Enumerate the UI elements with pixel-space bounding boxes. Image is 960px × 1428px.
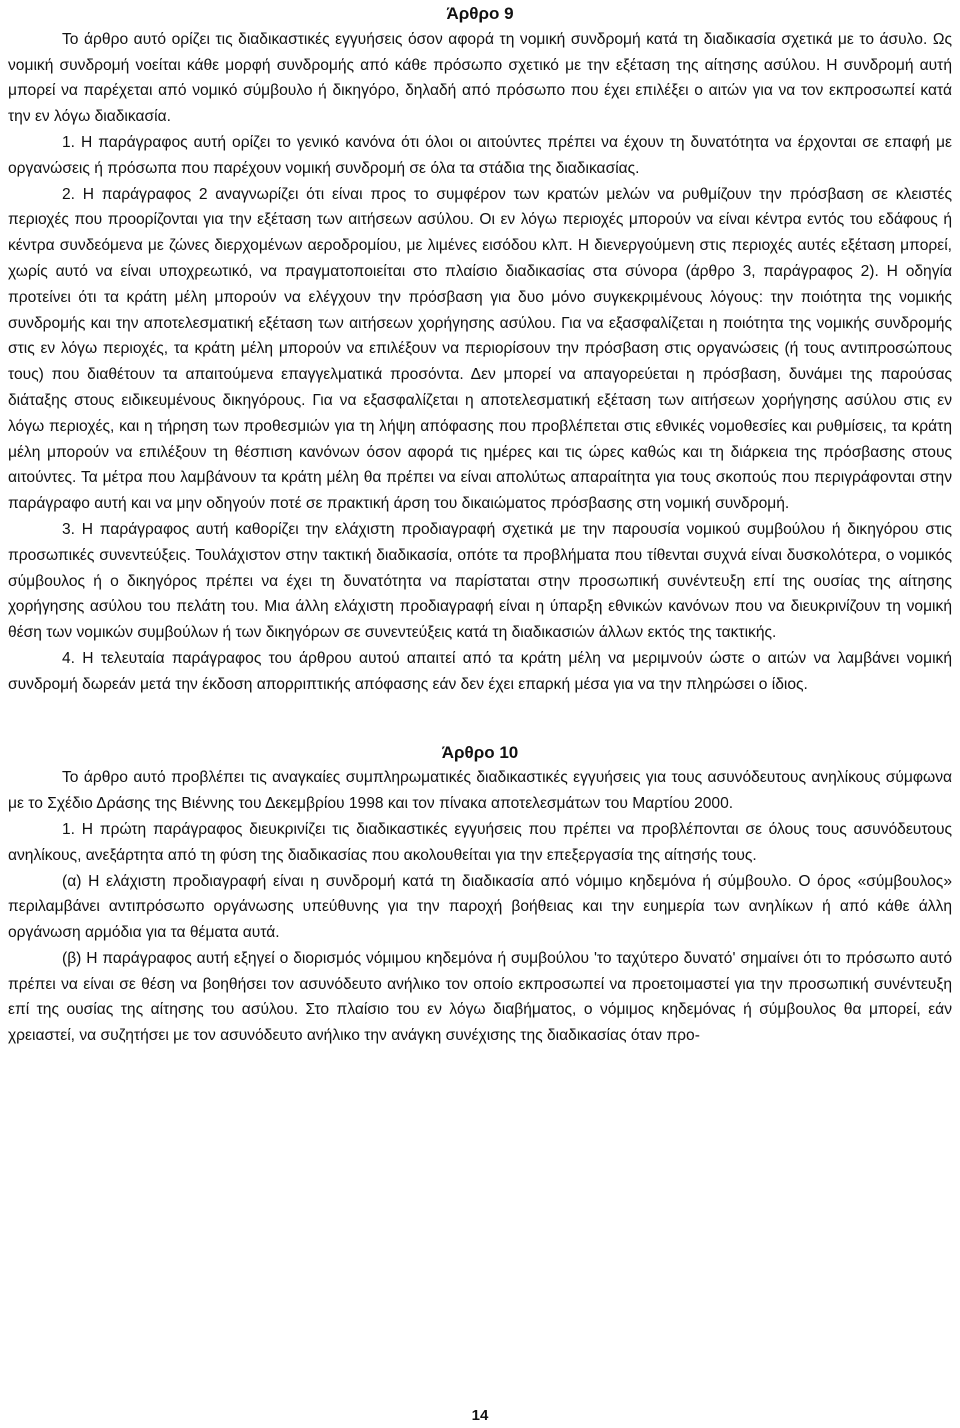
article-9-paragraph-3: 3. Η παράγραφος αυτή καθορίζει την ελάχιστη προδιαγραφή σχετικά με την παρουσία νομικού συμβούλου ή δικηγόρου στις προσωπικές συνεντεύξεις. Τουλάχιστον στην τακτική διαδικασία, οπότε τα προβλήματα που τίθενται συχνά είναι δυσκολότερα, ο νομικός σύμβουλος ή ο δικηγόρος πρέπει να έχει τη δυνατότητα να παρίσταται στην προσωπική συνέντευξη επί της ουσίας της αίτησης χορήγησης ασύλου του πελάτη του. Μια άλλη ελάχιστη προδιαγραφή είναι η ύπαρξη εθνικών κανόνων που να διευκρινίζουν τη νομική θέση των νομικών συμβούλων ή των δικηγόρων σε συνεντεύξεις κατά τη διαδικασιών άλλων εκτός της τακτικής.: [8, 520, 952, 642]
article-9-paragraph-1: 1. Η παράγραφος αυτή ορίζει το γενικό κανόνα ότι όλοι οι αιτούντες πρέπει να έχουν τη δυνατότητα να έρχονται σε επαφή με οργανώσεις ή πρόσωπα που παρέχουν νομική συνδρομή σε όλα τα στάδια της διαδικασίας.: [8, 133, 952, 177]
article-9-intro-paragraph: Το άρθρο αυτό ορίζει τις διαδικαστικές εγγυήσεις όσον αφορά τη νομική συνδρομή κατά τη διαδικασία σχετικά με το άσυλο. Ως νομική συνδρομή νοείται κάθε μορφή συνδρομής από κάθε πρόσωπο σχετικό με την εξέταση της αίτησης ασύλου. Η συνδρομή αυτή μπορεί να παρέχεται από νομικό σύμβουλο ή δικηγόρο, δηλαδή από πρόσωπο που έχει επιλέξει ο αιτών για να τον εκπροσωπεί κατά την εν λόγω διαδικασία.: [8, 30, 952, 126]
article-9-paragraph-4: 4. Η τελευταία παράγραφος του άρθρου αυτού απαιτεί από τα κράτη μέλη να μεριμνούν ώστε ο αιτών να λαμβάνει νομική συνδρομή δωρεάν μετά την έκδοση απορριπτικής απόφασης εάν δεν έχει επαρκή μέσα για να την πληρώσει ο ίδιος.: [8, 649, 952, 693]
article-10: [8, 740, 952, 1050]
article-10-paragraph-b: (β) Η παράγραφος αυτή εξηγεί ο διορισμός νόμιμου κηδεμόνα ή συμβούλου 'το ταχύτερο δυνατό' σημαίνει ότι το πρόσωπο αυτό πρέπει να είναι σε θέση να βοηθήσει τον ασυνόδευτο ανήλικο τον οποίο εκπροσωπεί να προετοιμαστεί για την προσωπική συνέντευξη επί της ουσίας της αίτησης του ασύλου. Στο πλαίσιο του εν λόγω διαβήματος, ο νόμιμος κηδεμόνας ή σύμβουλος θα μπορεί, εάν χρειαστεί, να συζητήσει με τον ασυνόδευτο ανήλικο την ανάγκη συνέχισης της διαδικασίας όταν προ-: [8, 949, 952, 1045]
article-10-paragraph-a: (α) Η ελάχιστη προδιαγραφή είναι η συνδρομή κατά τη διαδικασία από νόμιμο κηδεμόνα ή σύμβουλο. Ο όρος «σύμβουλος» περιλαμβάνει αντιπρόσωπο οργάνωσης υπεύθυνης για την παροχή βοήθειας και την ευημερία των ανηλίκων ή από κάθε άλλη οργάνωση αρμόδια για τα θέματα αυτά.: [8, 872, 952, 942]
document-page: [8, 0, 952, 1049]
article-9-paragraph-2: 2. Η παράγραφος 2 αναγνωρίζει ότι είναι προς το συμφέρον των κρατών μελών να ρυθμίζουν την πρόσβαση σε κλειστές περιοχές που προορίζονται για την εξέταση των αιτήσεων ασύλου. Οι εν λόγω περιοχές μπορούν να είναι κέντρα εντός του εδάφους ή κέντρα συνδεόμενα με ζώνες διερχομένων αεροδρομίου, με λιμένες εισόδου κλπ. Η διενεργούμενη στις περιοχές αυτές εξέταση μπορεί, χωρίς αυτό να είναι υποχρεωτικό, να πραγματοποιείται στο πλαίσιο διαδικασίας στα σύνορα (άρθρο 3, παράγραφος 2). Η οδηγία προτείνει ότι τα κράτη μέλη μπορούν να ελέγχουν την πρόσβαση για δυο μόνο συγκεκριμένους λόγους: την ποιότητα της νομικής συνδρομής και την αποτελεσματική εξέταση των αιτήσεων χορήγησης ασύλου. Για να εξασφαλίζεται η ποιότητα της νομικής συνδρομής στις εν λόγω περιοχές, τα κράτη μέλη μπορούν να επιλέξουν να περιορίσουν την πρόσβαση στις οργανώσεις (ή τους αντιπροσώπους τους) που διαθέτουν τα απαιτούμενα επαγγελματικά προσόντα. Δεν μπορεί να απαγορεύεται η πρόσβαση, δυνάμει της παρούσας διάταξης στους ειδικευμένους δικηγόρους. Για να εξασφαλίζεται η αποτελεσματική εξέταση των αιτήσεων χορήγησης ασύλου στις εν λόγω περιοχές, και η τήρηση των προθεσμιών για τη λήψη απόφασης που προβλέπεται στις εθνικές νομοθεσίες και ρυθμίσεις, τα κράτη μέλη μπορούν να επιλέξουν τη θέσπιση κανόνων όσον αφορά τις ημέρες και τις ώρες καθώς και τη διάρκεια της πρόσβασης στους αιτούντες. Τα μέτρα που λαμβάνουν τα κράτη μέλη θα πρέπει να είναι απολύτως απαραίτητα για τους σκοπούς που περιγράφονται στην παράγραφο αυτή και να μην οδηγούν ποτέ σε πρακτική άρση του δικαιώματος πρόσβασης στη νομική συνδρομή.: [8, 185, 952, 513]
page-number: 14: [471, 1407, 489, 1424]
article-9: [8, 0, 952, 698]
article-10-title: Άρθρο 10: [441, 742, 519, 762]
article-9-title: Άρθρο 9: [446, 4, 514, 23]
article-10-intro-paragraph: Το άρθρο αυτό προβλέπει τις αναγκαίες συμπληρωματικές διαδικαστικές εγγυήσεις για τους ασυνόδευτους ανηλίκους σύμφωνα με το Σχέδιο Δράσης της Βιέννης του Δεκεμβρίου 1998 και τον πίνακα αποτελεσμάτων του Μαρτίου 2000.: [8, 769, 952, 813]
article-10-paragraph-1: 1. Η πρώτη παράγραφος διευκρινίζει τις διαδικαστικές εγγυήσεις που πρέπει να προβλέπονται σε όλους τους ασυνόδευτους ανηλίκους, ανεξάρτητα από τη φύση της διαδικασίας που ακολουθείται για την επεξεργασία της αίτησής τους.: [8, 820, 952, 864]
